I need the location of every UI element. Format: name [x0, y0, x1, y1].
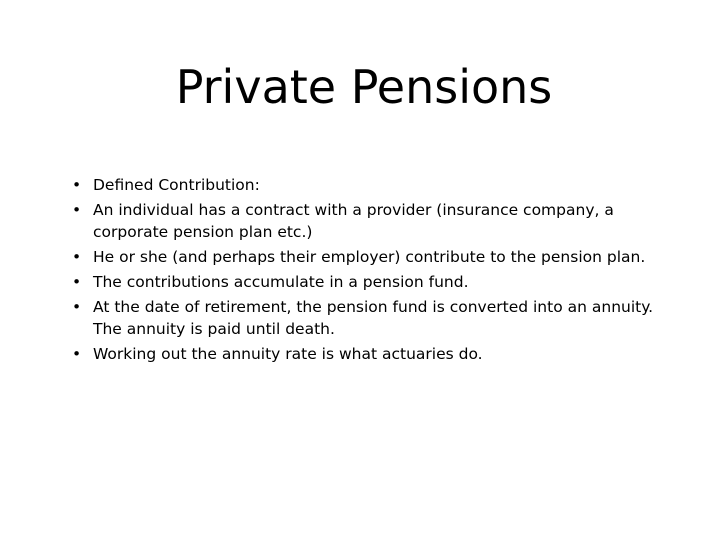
bullet-text: The contributions accumulate in a pension fund.	[93, 273, 469, 291]
bullet-icon: •	[72, 248, 82, 266]
bullet-item	[72, 343, 662, 365]
bullet-icon: •	[72, 273, 82, 291]
bullet-text: He or she (and perhaps their employer) contribute to the pension plan.	[93, 248, 646, 266]
bullet-text: Working out the annuity rate is what actuaries do.	[93, 345, 483, 363]
bullet-icon: •	[72, 345, 82, 363]
bullet-item	[72, 174, 662, 196]
slide-title: Private Pensions	[175, 60, 553, 114]
bullet-item	[72, 246, 662, 268]
bullet-list	[72, 174, 662, 368]
bullet-icon: •	[72, 176, 82, 194]
bullet-item	[72, 296, 662, 340]
bullet-text: At the date of retirement, the pension fund is converted into an annuity. The annuity is paid until death.	[93, 298, 654, 338]
bullet-icon: •	[72, 298, 82, 316]
bullet-text: Defined Contribution:	[93, 176, 260, 194]
bullet-item	[72, 199, 662, 243]
bullet-icon: •	[72, 201, 82, 219]
bullet-item	[72, 271, 662, 293]
bullet-text: An individual has a contract with a provider (insurance company, a corporate pension plan etc.)	[93, 201, 614, 241]
